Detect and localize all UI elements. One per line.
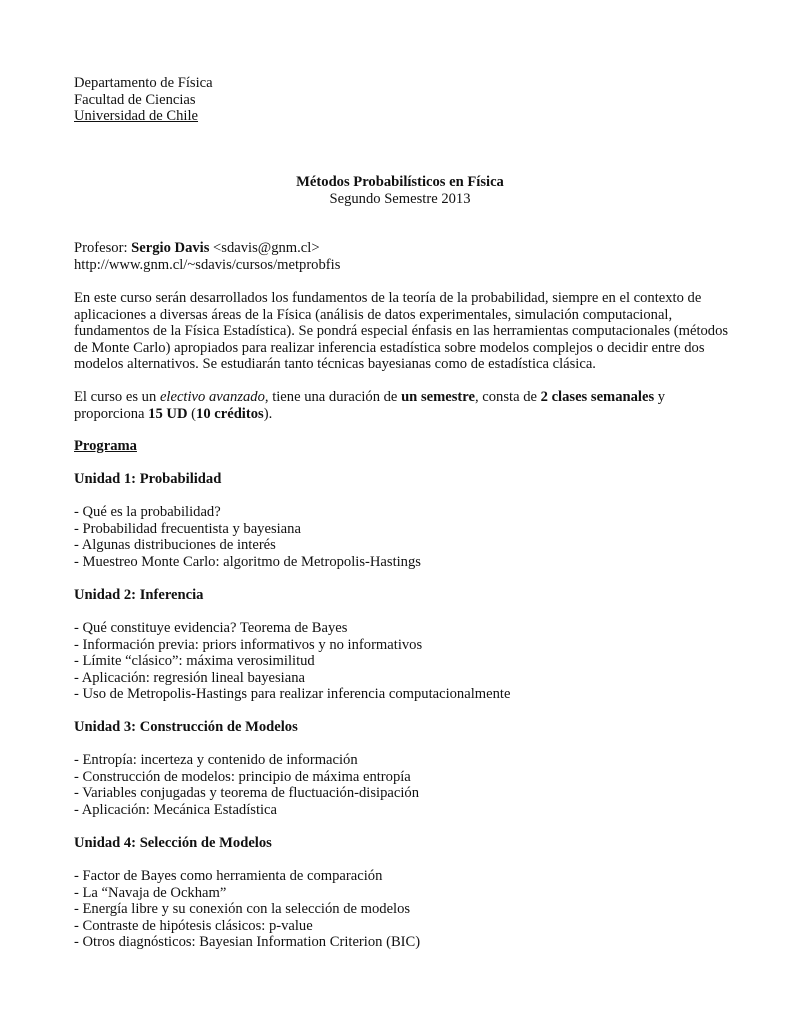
info-text: , tiene una duración de xyxy=(264,389,402,405)
semester-line: Segundo Semestre 2013 xyxy=(329,190,471,207)
unit-title: Unidad 3: Construcción de Modelos xyxy=(74,719,298,735)
program-heading: Programa xyxy=(74,438,137,454)
course-info-line-2 xyxy=(74,406,724,423)
info-text: y xyxy=(654,389,666,405)
list-item: - Variables conjugadas y teorema de fluctuación-disipación xyxy=(74,785,419,802)
list-item: - Aplicación: regresión lineal bayesiana xyxy=(74,669,305,686)
list-item: - Construcción de modelos: principio de máxima entropía xyxy=(74,768,411,785)
list-item: - Factor de Bayes como herramienta de comparación xyxy=(74,868,383,884)
list-item: - Aplicación: Mecánica Estadística xyxy=(74,801,278,818)
elective-type: electivo avanzado xyxy=(159,389,265,405)
unit-title: Unidad 4: Selección de Modelos xyxy=(74,835,272,851)
list-item: - Información previa: priors informativos y no informativos xyxy=(74,636,423,653)
unit-title: Unidad 2: Inferencia xyxy=(74,587,204,603)
list-item: - Qué es la probabilidad? xyxy=(74,504,221,520)
list-item: - Probabilidad frecuentista y bayesiana xyxy=(74,520,301,537)
description-line: En este curso serán desarrollados los fundamentos de la teoría de la probabilidad, siempre en el contexto de xyxy=(74,290,702,306)
course-info xyxy=(74,389,724,422)
course-duration: un semestre xyxy=(401,389,475,405)
description-line: de Monte Carlo) apropiados para realizar inferencia estadística sobre modelos complejos o decidir entre dos xyxy=(74,339,705,356)
course-title: Métodos Probabilísticos en Física xyxy=(296,174,504,190)
info-text: ). xyxy=(263,405,273,422)
ud-value: 15 UD xyxy=(148,405,188,422)
info-text: , consta de xyxy=(474,389,541,405)
professor-email: <sdavis@gnm.cl> xyxy=(209,240,320,256)
institution-header xyxy=(74,75,724,125)
professor-block xyxy=(74,240,724,273)
list-item: - Contraste de hipótesis clásicos: p-value xyxy=(74,917,313,934)
unit-1 xyxy=(74,471,724,488)
course-info-line-1 xyxy=(74,389,724,406)
description-line: modelos alternativos. Se estudiarán tanto técnicas bayesianas como de estadística clásica. xyxy=(74,356,596,373)
info-text: El curso es un xyxy=(74,389,160,405)
unit-4-items xyxy=(74,868,724,951)
professor-label: Profesor: xyxy=(74,240,132,256)
professor-name: Sergio Davis xyxy=(131,240,210,256)
department-line: Departamento de Física xyxy=(74,75,213,91)
course-title-block xyxy=(0,174,800,207)
description-line: aplicaciones a diversas áreas de la Física (análisis de datos experimentales, simulación computacional, xyxy=(74,306,673,323)
unit-2 xyxy=(74,587,724,604)
professor-line xyxy=(74,240,724,257)
list-item: - Qué constituye evidencia? Teorema de Bayes xyxy=(74,620,348,636)
list-item: - Muestreo Monte Carlo: algoritmo de Metropolis-Hastings xyxy=(74,553,421,570)
description-line: fundamentos de la Física Estadística). Se pondrá especial énfasis en las herramientas computacionales (métodos xyxy=(74,323,729,340)
unit-3 xyxy=(74,719,724,736)
course-url: http://www.gnm.cl/~sdavis/cursos/metprobfis xyxy=(74,256,341,273)
unit-1-items xyxy=(74,504,724,570)
info-text: ( xyxy=(187,405,197,422)
info-text: proporciona xyxy=(74,405,149,422)
university-line: Universidad de Chile xyxy=(74,108,199,125)
weekly-classes: 2 clases semanales xyxy=(540,389,655,405)
credits-value: 10 créditos xyxy=(196,405,264,422)
list-item: - Uso de Metropolis-Hastings para realizar inferencia computacionalmente xyxy=(74,686,511,703)
faculty-line: Facultad de Ciencias xyxy=(74,91,196,108)
unit-3-items xyxy=(74,752,724,818)
course-description xyxy=(74,290,729,373)
unit-2-items xyxy=(74,620,724,703)
list-item: - La “Navaja de Ockham” xyxy=(74,884,227,901)
list-item: - Energía libre y su conexión con la selección de modelos xyxy=(74,901,411,918)
list-item: - Otros diagnósticos: Bayesian Information Criterion (BIC) xyxy=(74,934,421,951)
unit-title: Unidad 1: Probabilidad xyxy=(74,471,222,487)
list-item: - Entropía: incerteza y contenido de información xyxy=(74,752,358,768)
unit-4 xyxy=(74,835,724,852)
list-item: - Límite “clásico”: máxima verosimilitud xyxy=(74,653,315,670)
program-heading-block xyxy=(74,438,724,455)
list-item: - Algunas distribuciones de interés xyxy=(74,537,276,554)
